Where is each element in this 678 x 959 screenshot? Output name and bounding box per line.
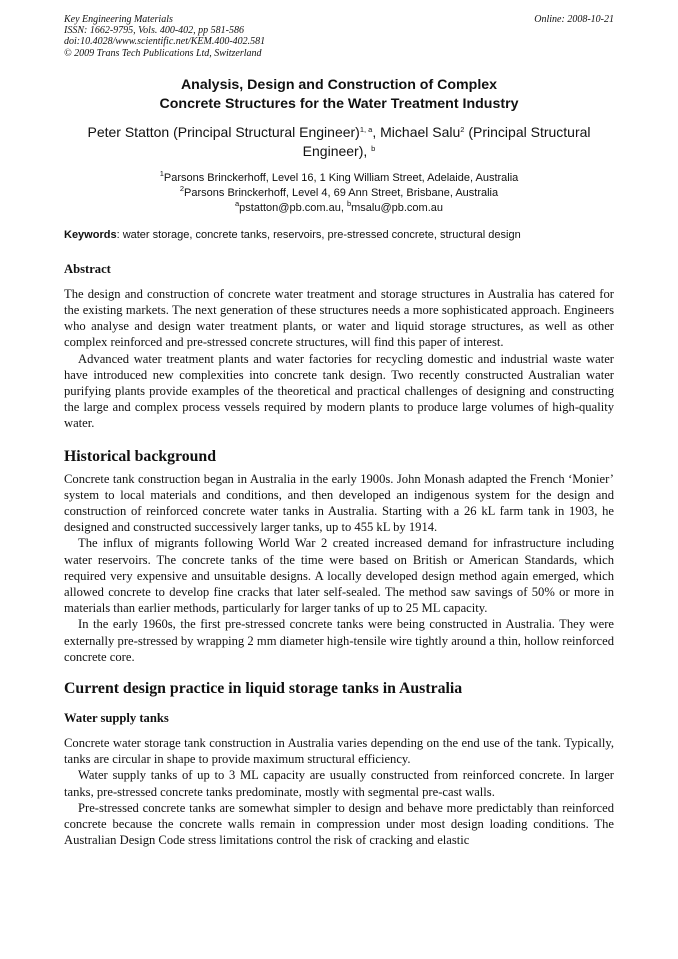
journal-header xyxy=(64,14,614,59)
affiliation-1-superscript: 1 xyxy=(159,168,164,178)
email-b-superscript: b xyxy=(346,198,352,208)
current-practice-heading: Current design practice in liquid storage tanks in Australia xyxy=(64,680,463,698)
doi-line[interactable]: doi:10.4028/www.scientific.net/KEM.400-402.581 xyxy=(64,36,266,48)
issn-line: ISSN: 1662-9795, Vols. 400-402, pp 581-586 xyxy=(64,25,244,37)
journal-name: Key Engineering Materials xyxy=(64,14,173,25)
email-a[interactable]: pstatton@pb.com.au, xyxy=(239,201,347,214)
paper-title xyxy=(64,76,614,114)
affiliations xyxy=(64,168,614,216)
current-paragraph-3: Pre-stressed concrete tanks are somewhat simpler to design and behave more predictably than reinforced concrete because the concrete walls remain in compression under most design loading conditions. The Australian Design Code stress limitations control the risk of cracking and elastic xyxy=(64,800,614,848)
author-emails xyxy=(64,198,614,216)
abstract-paragraph-1: The design and construction of concrete water treatment and storage structures in Australia has catered for the existing markets. The next generation of these structures needs a more sophisticated approach. Engineers who analyse and design water treatment plants, or water and liquid storage structures, as well as other complex reinforced and pre-stressed concrete structures, will find this paper of interest. xyxy=(64,286,614,350)
current-paragraph-1: Concrete water storage tank construction in Australia varies depending on the end use of the tank. Typically, tanks are circular in shape to provide maximum structural efficiency. xyxy=(64,736,614,767)
affiliation-2-text: Parsons Brinckerhoff, Level 4, 69 Ann Street, Brisbane, Australia xyxy=(184,186,499,199)
keywords-label: Keywords xyxy=(64,228,117,241)
online-date: Online: 2008-10-21 xyxy=(534,14,614,25)
water-supply-subheading: Water supply tanks xyxy=(64,711,169,726)
copyright-line: © 2009 Trans Tech Publications Ltd, Switzerland xyxy=(64,47,262,59)
author-1-superscript: 1, a xyxy=(359,124,373,134)
author-2-role: (Principal Structural Engineer), xyxy=(302,123,591,159)
email-a-superscript: a xyxy=(234,198,240,208)
historical-heading: Historical background xyxy=(64,447,216,465)
keywords-text: : water storage, concrete tanks, reservoirs, pre-stressed concrete, structural design xyxy=(116,228,521,241)
affiliation-1-text: Parsons Brinckerhoff, Level 16, 1 King William Street, Adelaide, Australia xyxy=(163,171,519,184)
author-1-name: Peter Statton (Principal Structural Engineer) xyxy=(87,123,360,140)
affiliation-1 xyxy=(64,168,614,186)
historical-paragraph-2: The influx of migrants following World War 2 created increased demand for infrastructure including water reservoirs. The concrete tanks of the time were based on British or American Standards, which required very expensive and unsuitable designs. A locally developed design method again emerged, which allowed concrete to develop fine cracks that later self-sealed. The method saw savings of 50% or more in materials than earlier methods, particularly for larger tanks of up to 25 ML capacity. xyxy=(64,536,614,616)
historical-paragraph-3: In the early 1960s, the first pre-stressed concrete tanks were being constructed in Australia. They were externally pre-stressed by wrapping 2 mm diameter high-tensile wire tightly around a thin, hollow reinforced concrete core. xyxy=(64,617,614,664)
email-b[interactable]: msalu@pb.com.au xyxy=(351,201,443,214)
title-line-1: Analysis, Design and Construction of Complex xyxy=(180,76,498,93)
author-2-superscript: 2 xyxy=(460,124,465,134)
abstract-heading: Abstract xyxy=(64,261,111,276)
author-list xyxy=(64,123,614,161)
abstract-paragraph-2: Advanced water treatment plants and water factories for recycling domestic and industrial waste water have introduced new complexities into concrete tank design. Two recently constructed Australian water purifying plants provide examples of the theoretical and practical challenges of designing and constructing the large and complex process vessels required by modern plants to produce large volumes of high-quality water. xyxy=(64,351,614,431)
title-line-2: Concrete Structures for the Water Treatment Industry xyxy=(159,95,519,112)
current-paragraph-2: Water supply tanks of up to 3 ML capacity are usually constructed from reinforced concrete. In larger tanks, pre-stressed concrete tanks predominate, mostly with segmental pre-cast walls. xyxy=(64,768,614,799)
historical-paragraph-1: Concrete tank construction began in Australia in the early 1900s. John Monash adapted the French ‘Monier’ system to local materials and conditions, and then developed an indigenous system for the design and construction of reinforced concrete water tanks in Australia. Starting with a 26 kL farm tank in 1903, he designed and constructed successively larger tanks, up to 455 kL by 1914. xyxy=(64,471,614,535)
author-2-name: , Michael Salu xyxy=(372,123,461,140)
affiliation-2 xyxy=(64,183,614,201)
author-2-email-superscript: b xyxy=(371,143,376,153)
affiliation-2-superscript: 2 xyxy=(179,183,185,193)
keywords-line xyxy=(64,228,614,243)
